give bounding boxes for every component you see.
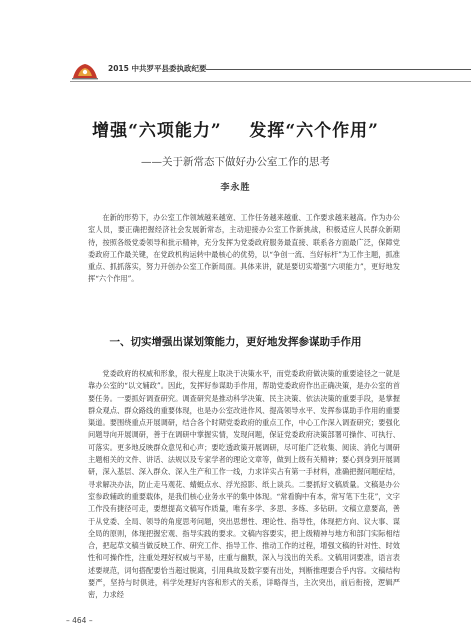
header-rule (206, 69, 471, 70)
header-underline (70, 81, 471, 82)
header-issue-text: 2015 中共罗平县委执政纪要 (108, 64, 207, 73)
section-heading: 一、切实增强出谋划策能力，更好地发挥参谋助手作用 (109, 336, 362, 348)
article-title: 增强“六项能力” 发挥“六个作用” (92, 121, 379, 141)
body-paragraph: 党委政府的权威和形象，很大程度上取决于决策水平，而党委政府做决策的重要途径之一就是靠办公室的“以文辅政”。因此，发挥好参谋助手作用，帮助党委政府作出正确决策，是办公室的首要任务。一要抓好调查研究。调查研究是推动科学决策、民主决策、依法决策的重要手段，是掌握群众观点、群众路线的重要体现，也是办公室改进作风、提高领导水平、发挥参谋助手作用的重要渠道。要围绕重点开展调研，结合各个时期党委政府的重点工作，中心工作深入调查研究；要强化问题导向开展调研，善于在调研中掌握实情，发现问题，保证党委政府决策部署可操作、可执行、可落实。更多地反映群众意见和心声；要吃透政策开展调研，尽可能广泛收集、阅读、消化与调研主题相关的文件、讲话、法规以及专家学者的理论文章等，做到上级有关精神；要心到身到开展调研，深入基层、深入群众、深入生产和工作一线，力求详实占有第一手材料，准确把握问题症结，寻求解决办法，防止走马观花、蜻蜓点水、浮光掠影、纸上谈兵。二要抓好文稿质量。文稿是办公室参政辅政的重要载体，是我们核心业务水平的集中体现。“常看胸中有本，常写笔下生花”，文字工作没有捷径可走，要想提高文稿写作质量，唯有多学、多思、多练、多钻研。文稿立意要高，善于从党委、全局、领导的角度思考问题，突出思想性、理论性、指导性，体现把方向、议大事、谋全局的原则，体现把握宏观、指导实践的要求。文稿内容要实，把上级精神与地方和部门实际相结合，把起草文稿当做反映工作、研究工作、指导工作、推动工作的过程，增强文稿的针对性、时效性和可操作性，注重处理好权威与平易，庄重与幽默，深入与浅出的关系。文稿用词要准，语言表述要规范，词句搭配要恰当超过脱离，引用典故及数字要有出处，判断推理要合乎内容。文稿结构要严，坚持与时俱进，科学处理好内容和形式的关系，详略得当，主次突出，前后衔接，逻辑严密，力求经 (88, 369, 400, 600)
article-author: 李永胜 (220, 183, 251, 193)
page-header (70, 60, 440, 84)
page-number: – 464 – (66, 616, 93, 625)
article-subtitle: ——关于新常态下做好办公室工作的思考 (141, 156, 330, 168)
party-emblem-icon (70, 61, 100, 81)
intro-paragraph: 在新的形势下，办公室工作领域越来越宽、工作任务越来越重、工作要求越来越高。作为办公室人员，要正确把握经济社会发展新常态，主动迎接办公室工作新挑战，积极适应人民群众新期待，按照各级党委领导和批示精神，充分发挥为党委政府服务最直接、联系各方面最广泛，保障党委政府工作最关键，在党政机构运转中最核心的优势，以“争创一流、当好标杆”为工作主题，抓准重点、抓抓落实，努力开创办公室工作新局面。具体来讲，就是要切实增强“六项能力”，更好地发挥“六个作用”。 (88, 213, 400, 284)
